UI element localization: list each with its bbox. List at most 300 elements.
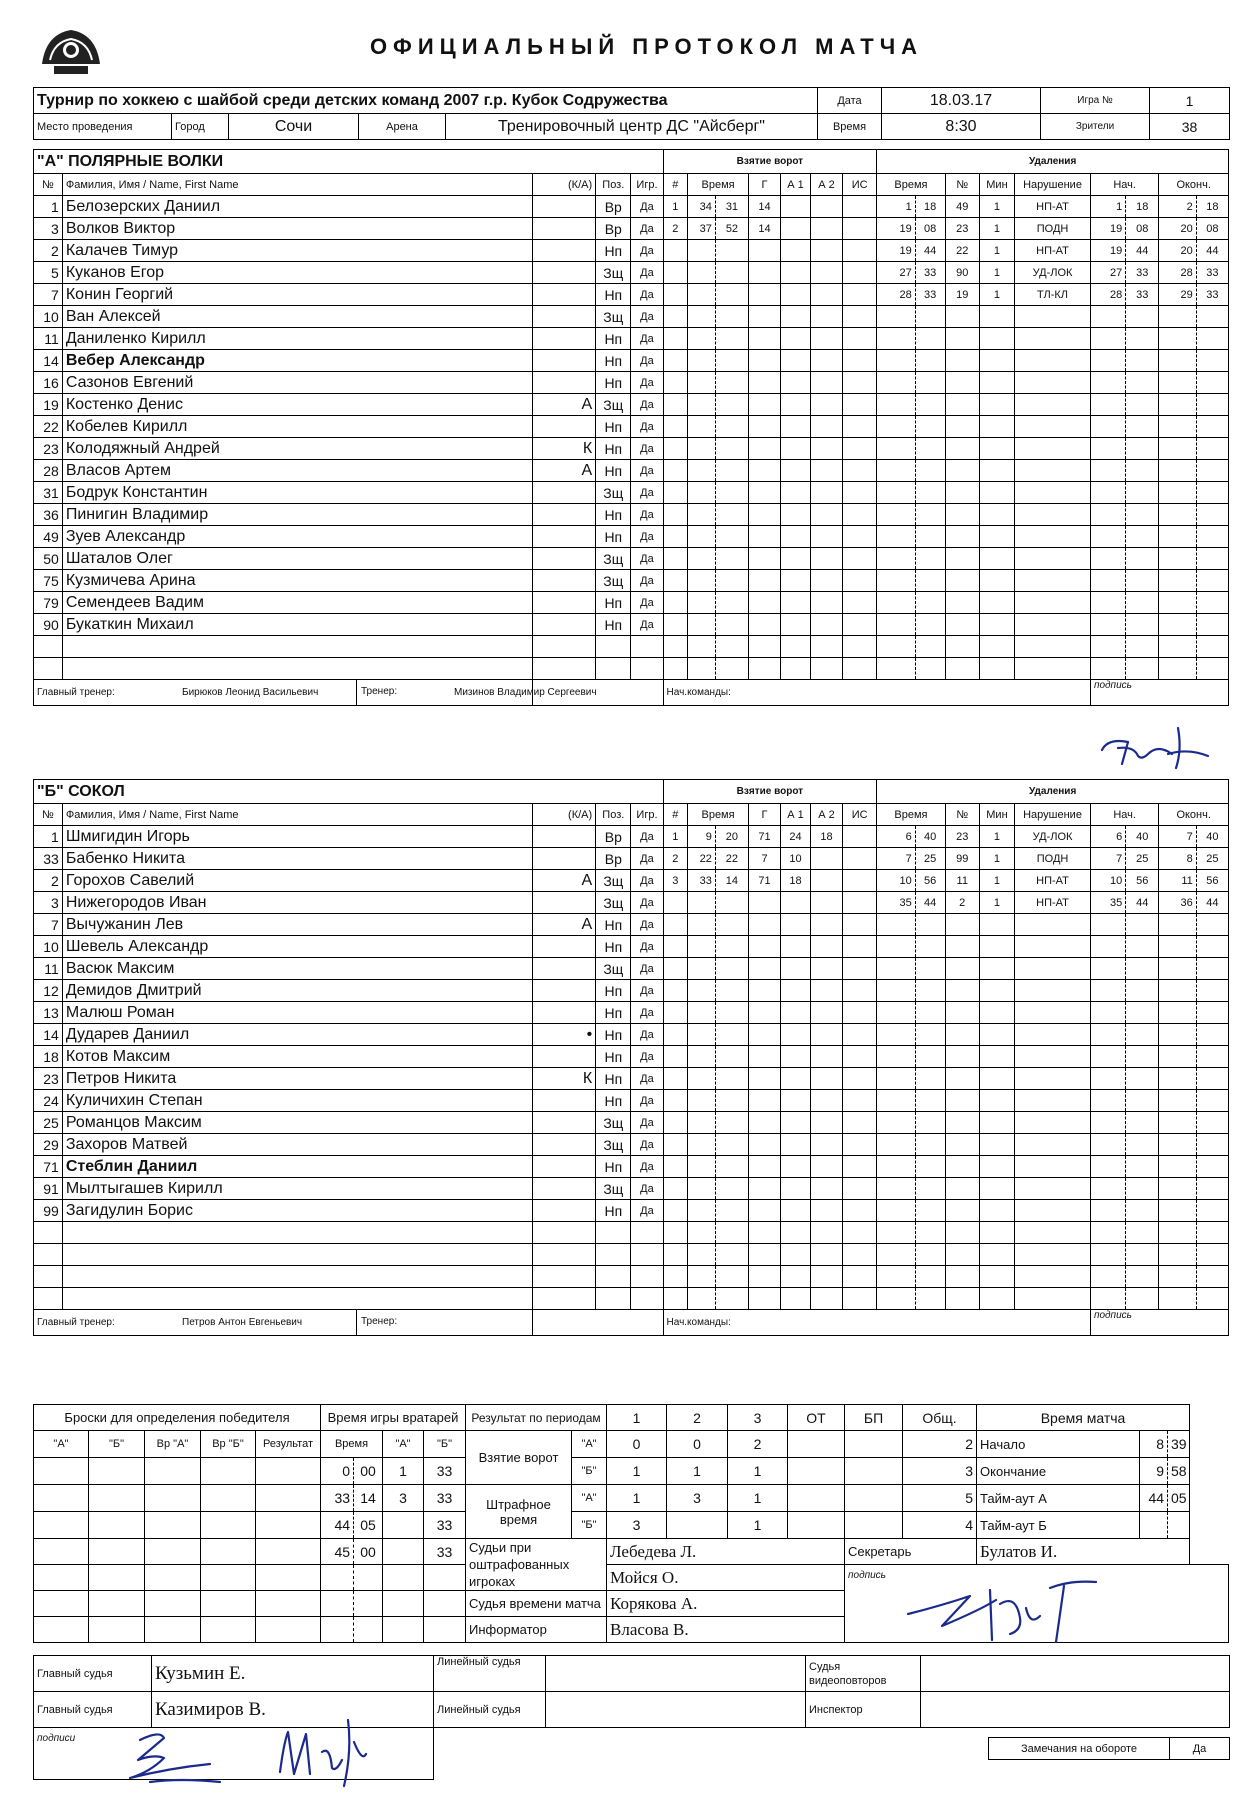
penalty-end-second	[1196, 328, 1228, 350]
goal-situation	[843, 658, 877, 680]
pim-a-p3: 1	[728, 1485, 788, 1512]
player-captaincy: А	[533, 394, 596, 416]
player-number: 90	[34, 614, 63, 636]
penalty-start-second	[1126, 1200, 1159, 1222]
penalty-violation	[1015, 636, 1091, 658]
penalty-violation	[1015, 914, 1091, 936]
goal-second	[715, 504, 748, 526]
secretary-signature-label: подпись	[848, 1570, 886, 1581]
penalty-violation	[1015, 1244, 1091, 1266]
penalties-section-label: Удаления	[877, 780, 1229, 804]
team-signature-label: подпись	[1090, 680, 1228, 706]
penalty-end-minute	[1159, 1068, 1196, 1090]
penalty-player	[945, 1046, 979, 1068]
goal-situation	[843, 328, 877, 350]
penalty-minute	[877, 1134, 915, 1156]
player-position: Нп	[596, 914, 631, 936]
player-name: Захоров Матвей	[62, 1134, 532, 1156]
player-row	[34, 658, 1229, 680]
player-captaincy	[533, 1002, 596, 1024]
gk-row-1-sec: 00	[354, 1458, 383, 1485]
penalty-player	[945, 1024, 979, 1046]
player-row	[34, 1288, 1229, 1310]
penalty-violation: НП-АТ	[1015, 196, 1091, 218]
penalty-player: 23	[945, 218, 979, 240]
penalty-end-minute	[1159, 350, 1196, 372]
penalty-minute	[877, 504, 915, 526]
goal-scorer	[748, 1068, 780, 1090]
player-name: Сазонов Евгений	[62, 372, 532, 394]
penalty-minute	[877, 1024, 915, 1046]
goals-a-total: 2	[903, 1431, 977, 1458]
goal-scorer	[749, 240, 781, 262]
goals-row-label: Взятие ворот	[466, 1431, 572, 1485]
gk-row-4-min: 45	[321, 1539, 354, 1565]
player-captaincy	[533, 1134, 596, 1156]
pim-a-p1: 1	[607, 1485, 667, 1512]
player-position: Зщ	[596, 892, 631, 914]
game-no-label: Игра №	[1041, 88, 1150, 114]
penalty-minute	[877, 1178, 915, 1200]
goal-number	[663, 1024, 688, 1046]
penalty-end-second	[1196, 306, 1228, 328]
col-played: Игр.	[631, 804, 663, 826]
penalty-player	[945, 1266, 979, 1288]
goal-situation	[843, 958, 877, 980]
goal-scorer	[749, 570, 781, 592]
penalty-duration	[979, 914, 1014, 936]
penalty-player: 49	[945, 196, 979, 218]
goal-situation	[843, 1046, 877, 1068]
player-captaincy	[533, 614, 596, 636]
player-position	[596, 658, 631, 680]
goal-scorer: 14	[749, 196, 781, 218]
penalty-player	[945, 1112, 979, 1134]
player-position: Зщ	[596, 570, 631, 592]
player-played: Да	[631, 526, 663, 548]
penalty-player	[945, 460, 979, 482]
player-row	[34, 636, 1229, 658]
penalty-player	[945, 1134, 979, 1156]
goal-number	[663, 892, 688, 914]
penalty-end-minute: 7	[1159, 826, 1196, 848]
penalty-violation: НП-АТ	[1015, 240, 1091, 262]
penalty-minute	[877, 460, 915, 482]
penalty-end-second	[1196, 658, 1228, 680]
player-captaincy	[533, 1178, 596, 1200]
penalty-violation	[1015, 1134, 1091, 1156]
player-position: Зщ	[596, 1178, 631, 1200]
penalty-duration	[979, 1002, 1014, 1024]
player-name	[62, 636, 532, 658]
goal-minute: 34	[688, 196, 716, 218]
penalty-second	[915, 1178, 945, 1200]
penalty-duration	[979, 526, 1014, 548]
penalty-end-minute	[1159, 980, 1196, 1002]
penalty-violation	[1015, 350, 1091, 372]
venue-label: Место проведения	[34, 114, 172, 140]
penalty-end-second	[1196, 1288, 1228, 1310]
player-row	[34, 1266, 1229, 1288]
penalty-start-second	[1126, 958, 1159, 980]
penalty-judge-2: Мойся О.	[607, 1565, 845, 1591]
penalty-minute	[877, 372, 915, 394]
penalty-duration	[979, 1156, 1014, 1178]
coach-label: Тренер:	[356, 680, 397, 705]
goal-number: 1	[663, 826, 688, 848]
penalty-start-minute: 27	[1090, 262, 1125, 284]
player-position: Зщ	[596, 482, 631, 504]
player-row	[34, 328, 1229, 350]
penalty-duration	[979, 306, 1014, 328]
match-header	[33, 87, 1230, 140]
player-position	[596, 1266, 631, 1288]
penalty-start-minute	[1090, 636, 1125, 658]
player-number: 2	[34, 870, 63, 892]
goal-situation	[843, 306, 877, 328]
player-played	[631, 1244, 663, 1266]
player-number	[34, 1288, 63, 1310]
col-name: Фамилия, Имя / Name, First Name	[62, 174, 532, 196]
timekeeper-name: Корякова А.	[607, 1591, 845, 1617]
penalty-second	[915, 350, 945, 372]
goal-second	[715, 438, 748, 460]
player-position: Нп	[596, 1200, 631, 1222]
goal-situation	[843, 1222, 877, 1244]
penalty-start-second: 08	[1126, 218, 1159, 240]
penalty-start-second: 33	[1126, 284, 1159, 306]
player-played: Да	[631, 372, 663, 394]
penalty-minute	[877, 1266, 915, 1288]
penalty-duration: 1	[979, 284, 1014, 306]
gk-row-2-b: 33	[424, 1485, 466, 1512]
goal-second	[715, 980, 748, 1002]
referee-1-label: Главный судья	[34, 1656, 152, 1692]
goal-situation	[843, 350, 877, 372]
player-name: Нижегородов Иван	[62, 892, 532, 914]
player-position: Зщ	[596, 262, 631, 284]
timeout-a-minutes: 44	[1140, 1485, 1168, 1512]
penalty-minute	[877, 936, 915, 958]
goal-scorer	[748, 1090, 780, 1112]
player-name: Конин Георгий	[62, 284, 532, 306]
penalty-end-minute	[1159, 526, 1196, 548]
goal-minute	[688, 1024, 716, 1046]
goal-situation	[843, 284, 877, 306]
penalty-player	[945, 636, 979, 658]
penalty-end-minute	[1159, 658, 1196, 680]
player-name: Белозерских Даниил	[62, 196, 532, 218]
goal-assist-2	[810, 892, 842, 914]
player-name: Калачев Тимур	[62, 240, 532, 262]
player-played: Да	[631, 1024, 663, 1046]
penalty-end-minute	[1159, 1178, 1196, 1200]
col-assist-2: А 2	[810, 174, 842, 196]
player-row	[34, 460, 1229, 482]
goal-assist-1	[781, 394, 811, 416]
player-row	[34, 1200, 1229, 1222]
penalty-second: 25	[915, 848, 945, 870]
penalty-end-second	[1196, 1134, 1228, 1156]
goal-number	[663, 1046, 688, 1068]
goal-scorer	[749, 592, 781, 614]
player-captaincy: •	[533, 1024, 596, 1046]
goal-assist-2	[810, 914, 842, 936]
linesman-2-label: Линейный судья	[434, 1692, 546, 1728]
goal-number	[663, 980, 688, 1002]
player-played	[631, 1222, 663, 1244]
goal-number	[663, 1068, 688, 1090]
penalty-end-second	[1196, 416, 1228, 438]
penalty-duration	[979, 372, 1014, 394]
goal-number	[663, 460, 688, 482]
penalty-end-minute	[1159, 394, 1196, 416]
goal-number	[663, 1156, 688, 1178]
player-played: Да	[631, 1002, 663, 1024]
player-played: Да	[631, 1046, 663, 1068]
player-captaincy	[533, 482, 596, 504]
penalty-end-second	[1196, 914, 1228, 936]
goal-situation	[843, 394, 877, 416]
col-situation: ИС	[843, 174, 877, 196]
match-date: 18.03.17	[882, 88, 1041, 114]
goal-second	[715, 1244, 748, 1266]
player-played: Да	[631, 218, 663, 240]
penalty-violation	[1015, 1200, 1091, 1222]
penalty-violation	[1015, 1222, 1091, 1244]
penalty-second: 40	[915, 826, 945, 848]
penalty-second	[915, 592, 945, 614]
goal-scorer	[748, 914, 780, 936]
goal-scorer	[748, 1200, 780, 1222]
goal-situation	[843, 1134, 877, 1156]
goal-minute	[688, 284, 716, 306]
goal-assist-2: 18	[810, 826, 842, 848]
penalty-end-second	[1196, 394, 1228, 416]
goal-assist-2	[810, 570, 842, 592]
goal-assist-1	[781, 1134, 811, 1156]
player-number: 10	[34, 306, 63, 328]
penalty-start-second: 18	[1126, 196, 1159, 218]
goals-a-p2: 0	[667, 1431, 728, 1458]
penalty-end-second	[1196, 1156, 1228, 1178]
penalty-start-second	[1126, 1244, 1159, 1266]
penalty-end-second: 33	[1196, 262, 1228, 284]
player-captaincy	[533, 548, 596, 570]
goal-second	[715, 1024, 748, 1046]
player-played: Да	[631, 460, 663, 482]
goal-scorer	[749, 482, 781, 504]
player-number: 31	[34, 482, 63, 504]
goal-assist-2	[810, 416, 842, 438]
goal-number	[663, 284, 688, 306]
timeout-a-seconds: 05	[1168, 1485, 1190, 1512]
penalty-end-minute	[1159, 1090, 1196, 1112]
penalty-minute	[877, 1200, 915, 1222]
player-position	[596, 1222, 631, 1244]
penalty-start-second	[1126, 1266, 1159, 1288]
player-position: Нп	[596, 1068, 631, 1090]
penalty-start-minute	[1090, 936, 1125, 958]
goal-scorer	[749, 372, 781, 394]
goal-situation	[843, 570, 877, 592]
referee-2-name: Казимиров В.	[152, 1692, 434, 1728]
player-row	[34, 826, 1229, 848]
penalty-player	[945, 1068, 979, 1090]
goal-assist-1	[781, 1200, 811, 1222]
periods-label: Результат по периодам	[466, 1405, 607, 1431]
penalty-start-second	[1126, 592, 1159, 614]
player-captaincy	[533, 1046, 596, 1068]
goal-assist-2	[810, 438, 842, 460]
goal-minute	[688, 240, 716, 262]
goal-minute	[688, 936, 716, 958]
penalty-minute	[877, 1222, 915, 1244]
penalty-duration	[979, 1266, 1014, 1288]
penalty-start-second: 56	[1126, 870, 1159, 892]
penalty-start-minute	[1090, 914, 1125, 936]
gk-row-4-a	[383, 1539, 424, 1565]
player-played: Да	[631, 504, 663, 526]
pim-row-label: Штрафное время	[466, 1485, 572, 1539]
penalty-second: 33	[915, 284, 945, 306]
penalty-duration: 1	[979, 870, 1014, 892]
player-name	[62, 1266, 532, 1288]
penalty-minute: 1	[877, 196, 915, 218]
penalty-start-minute	[1090, 1024, 1125, 1046]
penalty-end-minute	[1159, 328, 1196, 350]
penalty-player	[945, 980, 979, 1002]
shootout-col-b: "Б"	[89, 1431, 145, 1458]
penalty-start-minute	[1090, 1222, 1125, 1244]
gk-col-time: Время	[321, 1431, 383, 1458]
goal-assist-1: 10	[781, 848, 811, 870]
penalty-minute	[877, 1288, 915, 1310]
goal-assist-2	[810, 504, 842, 526]
goal-scorer	[749, 526, 781, 548]
penalty-violation	[1015, 980, 1091, 1002]
goal-scorer	[748, 1002, 780, 1024]
player-captaincy	[533, 262, 596, 284]
player-row	[34, 372, 1229, 394]
player-name: Власов Артем	[62, 460, 532, 482]
player-name: Семендеев Вадим	[62, 592, 532, 614]
goal-minute	[688, 1068, 716, 1090]
col-assist-1: А 1	[781, 174, 811, 196]
player-played: Да	[631, 936, 663, 958]
player-row	[34, 1222, 1229, 1244]
goal-number	[663, 1244, 688, 1266]
player-name: Шевель Александр	[62, 936, 532, 958]
col-position: Поз.	[596, 174, 631, 196]
player-captaincy: К	[533, 1068, 596, 1090]
goal-scorer	[749, 328, 781, 350]
period-1-header: 1	[607, 1405, 667, 1431]
penalty-duration	[979, 1244, 1014, 1266]
penalty-violation	[1015, 1266, 1091, 1288]
goal-scorer: 7	[748, 848, 780, 870]
gk-col-b: "Б"	[424, 1431, 466, 1458]
goal-second	[715, 416, 748, 438]
goal-second	[715, 372, 748, 394]
player-captaincy	[533, 892, 596, 914]
pim-b-total: 4	[903, 1512, 977, 1539]
penalty-minute	[877, 1046, 915, 1068]
penalty-end-second	[1196, 980, 1228, 1002]
penalty-violation	[1015, 1068, 1091, 1090]
penalty-second	[915, 482, 945, 504]
goal-number	[663, 482, 688, 504]
penalty-second: 33	[915, 262, 945, 284]
penalty-end-second	[1196, 1178, 1228, 1200]
player-played: Да	[631, 438, 663, 460]
penalty-end-second	[1196, 1024, 1228, 1046]
goal-number	[663, 306, 688, 328]
player-row	[34, 504, 1229, 526]
goal-situation	[843, 548, 877, 570]
player-played: Да	[631, 592, 663, 614]
goal-minute	[688, 1046, 716, 1068]
player-played: Да	[631, 870, 663, 892]
goal-assist-2	[810, 196, 842, 218]
penalty-start-minute	[1090, 1200, 1125, 1222]
player-row	[34, 570, 1229, 592]
penalty-end-minute	[1159, 636, 1196, 658]
penalty-end-minute	[1159, 1046, 1196, 1068]
goal-minute	[688, 980, 716, 1002]
goal-situation	[843, 1090, 877, 1112]
goal-situation	[843, 980, 877, 1002]
penalty-minute	[877, 1244, 915, 1266]
penalty-minute: 27	[877, 262, 915, 284]
penalty-duration: 1	[979, 848, 1014, 870]
linesman-1-label: Линейный судья	[434, 1656, 546, 1692]
penalty-end-second: 08	[1196, 218, 1228, 240]
goal-assist-1	[781, 1266, 811, 1288]
penalty-duration: 1	[979, 218, 1014, 240]
penalty-player	[945, 592, 979, 614]
penalty-player	[945, 958, 979, 980]
goal-scorer	[748, 1112, 780, 1134]
goal-second	[715, 1200, 748, 1222]
penalty-start-second	[1126, 460, 1159, 482]
penalty-violation: ТЛ-КЛ	[1015, 284, 1091, 306]
player-row	[34, 1024, 1229, 1046]
penalty-start-second	[1126, 306, 1159, 328]
goal-number	[663, 1288, 688, 1310]
penalty-player	[945, 914, 979, 936]
player-position: Нп	[596, 328, 631, 350]
player-number: 2	[34, 240, 63, 262]
col-penalty-player: №	[945, 174, 979, 196]
goal-minute	[688, 636, 716, 658]
col-penalty-start: Нач.	[1090, 174, 1158, 196]
goal-second: 22	[715, 848, 748, 870]
player-captaincy	[533, 1266, 596, 1288]
goal-assist-2	[810, 1266, 842, 1288]
goal-situation	[843, 1244, 877, 1266]
player-position	[596, 1288, 631, 1310]
penalty-duration	[979, 1090, 1014, 1112]
player-played: Да	[631, 240, 663, 262]
goal-number	[663, 1222, 688, 1244]
player-position	[596, 636, 631, 658]
player-number: 3	[34, 892, 63, 914]
goal-assist-2	[810, 658, 842, 680]
player-row	[34, 892, 1229, 914]
col-penalty-player: №	[945, 804, 979, 826]
goal-minute	[688, 658, 716, 680]
